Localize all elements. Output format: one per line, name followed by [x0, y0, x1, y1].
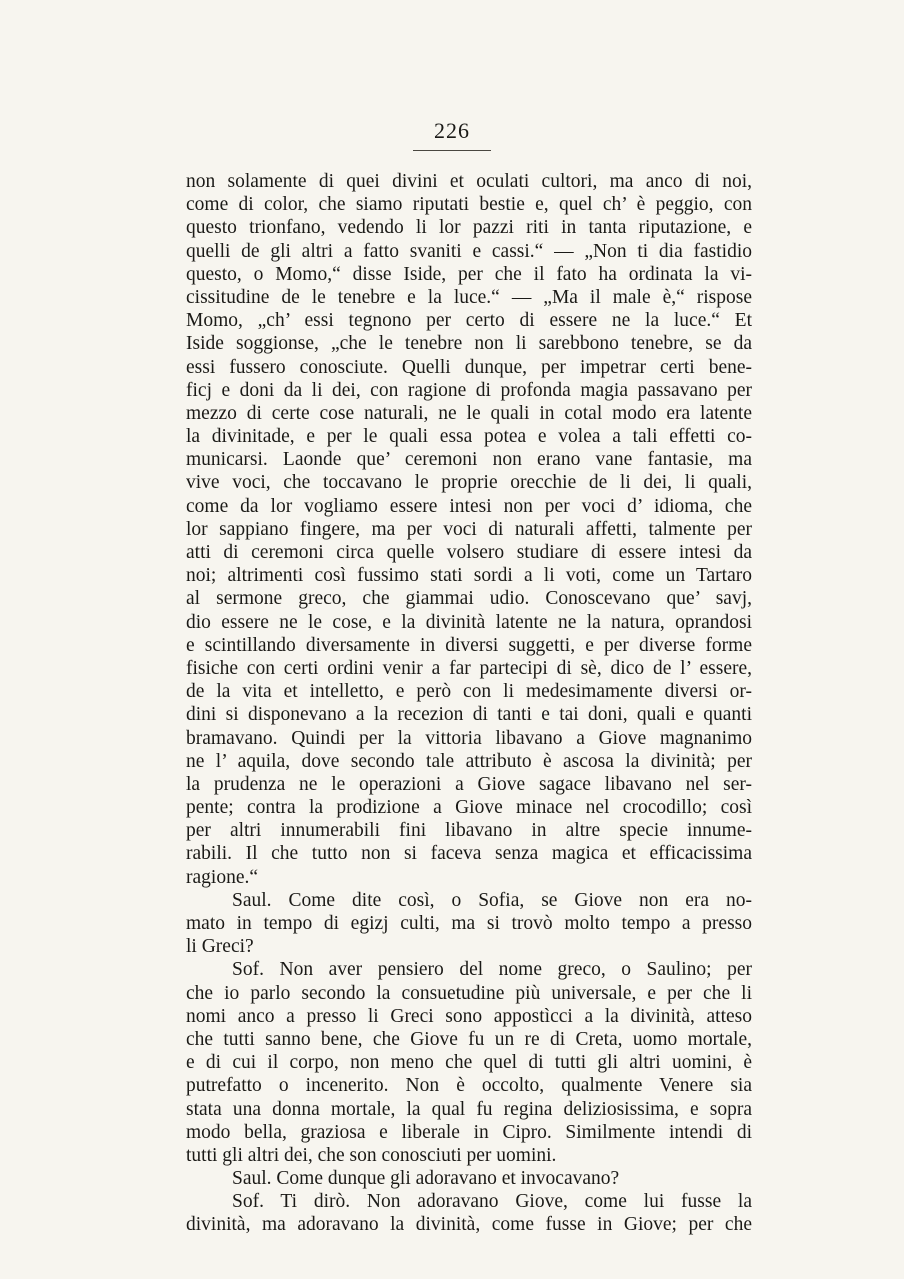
text-line: putrefatto o incenerito. Non è occolto, qualmente Venere sia [186, 1075, 752, 1097]
text-line: che tutti sanno bene, che Giove fu un re di Creta, uomo mortale, [186, 1028, 752, 1050]
text-line: Saul. Come dunque gli adoravano et invocavano? [232, 1168, 620, 1190]
text-line: essi fussero conosciute. Quelli dunque, per impetrar certi bene- [186, 356, 752, 378]
text-line: pente; contra la prodizione a Giove minace nel crocodillo; così [186, 797, 752, 819]
text-line: e di cui il corpo, non meno che quel di tutti gli altri uomini, è [186, 1052, 752, 1074]
text-line: Iside soggionse, „che le tenebre non li sarebbono tenebre, se da [186, 333, 752, 355]
text-line: come di color, che siamo riputati bestie e, quel ch’ è peggio, con [186, 194, 752, 216]
text-line: lor sappiano fingere, ma per voci di naturali affetti, talmente per [186, 518, 752, 540]
text-line: rabili. Il che tutto non si faceva senza magica et efficacissima [186, 843, 752, 865]
text-line: ne l’ aquila, dove secondo tale attributo è ascosa la divinità; per [186, 750, 752, 772]
text-line: la divinitade, e per le quali essa potea e volea a tali effetti co- [186, 426, 752, 448]
text-line: al sermone greco, che giammai udio. Conoscevano que’ savj, [186, 588, 752, 610]
text-line: mato in tempo di egizj culti, ma si trovò molto tempo a presso [186, 913, 752, 934]
text-line: cissitudine de le tenebre e la luce.“ — „Ma il male è,“ rispose [186, 286, 752, 308]
text-line: la prudenza ne le operazioni a Giove sagace libavano nel ser- [186, 773, 752, 795]
text-line: come da lor vogliamo essere intesi non per voci d’ idioma, che [186, 495, 752, 517]
text-line: Momo, „ch’ essi tegnono per certo di essere ne la luce.“ Et [186, 310, 752, 332]
text-line: questo, o Momo,“ disse Iside, per che il fato ha ordinata la vi- [186, 263, 752, 285]
text-line: modo bella, graziosa e liberale in Cipro. Similmente intendi di [186, 1121, 752, 1143]
body-text [186, 170, 752, 1237]
text-line: atti di ceremoni circa quelle volsero studiare di essere intesi da [186, 542, 752, 563]
text-line: Sof. Non aver pensiero del nome greco, o Saulino; per [232, 959, 752, 981]
text-line: nomi anco a presso li Greci sono appostìcci a la divinità, atteso [186, 1005, 752, 1027]
text-line: quelli de gli altri a fatto svaniti e cassi.“ — „Non ti dia fastidio [186, 240, 752, 262]
text-line: Saul. Come dite così, o Sofia, se Giove non era no- [232, 889, 752, 911]
text-line: divinità, ma adoravano la divinità, come fusse in Giove; per che [186, 1214, 752, 1236]
text-line: e scintillando diversamente in diversi suggetti, e per diverse forme [186, 634, 752, 656]
text-line: dio essere ne le cose, e la divinità latente ne la natura, oprandosi [186, 611, 752, 633]
text-line: de la vita et intelletto, e però con li medesimamente diversi or- [186, 681, 752, 703]
text-line: ragione.“ [186, 866, 259, 888]
text-line: noi; altrimenti così fussimo stati sordi a li voti, come un Tartaro [186, 565, 752, 587]
text-line: vive voci, che toccavano le proprie orecchie de li dei, li quali, [186, 472, 752, 494]
page-number: 226 [434, 118, 470, 143]
text-line: stata una donna mortale, la qual fu regina deliziosissima, e sopra [186, 1098, 752, 1120]
text-line: mezzo di certe cose naturali, ne le quali in cotal modo era latente [186, 402, 752, 424]
header-rule [413, 150, 491, 151]
text-line: ficj e doni da li dei, con ragione di profonda magia passavano per [186, 379, 752, 401]
text-line: li Greci? [186, 936, 254, 958]
text-line: per altri innumerabili fini libavano in altre specie innume- [186, 820, 752, 842]
text-line: fisiche con certi ordini venir a far partecipi di sè, dico de l’ essere, [186, 657, 752, 679]
text-line: tutti gli altri dei, che son conosciuti per uomini. [186, 1144, 557, 1166]
text-line: questo trionfano, vedendo li lor pazzi riti in tanta riputazione, e [186, 217, 752, 239]
text-line: Sof. Ti dirò. Non adoravano Giove, come lui fusse la [232, 1191, 752, 1213]
text-line: non solamente di quei divini et oculati cultori, ma anco di noi, [186, 171, 752, 192]
text-line: bramavano. Quindi per la vittoria libavano a Giove magnanimo [186, 727, 752, 749]
text-line: che io parlo secondo la consuetudine più universale, e per che li [186, 982, 752, 1004]
text-line: municarsi. Laonde que’ ceremoni non erano vane fantasie, ma [186, 449, 752, 471]
text-line: dini si disponevano a la recezion di tanti e tai doni, quali e quanti [186, 704, 752, 726]
